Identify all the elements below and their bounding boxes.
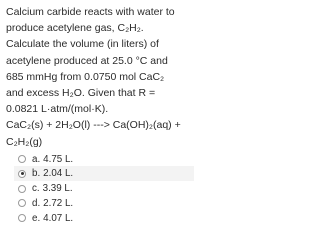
radio-button-icon[interactable] <box>18 155 26 163</box>
question-line: produce acetylene gas, C₂H₂. <box>6 22 144 35</box>
question-line: Calculate the volume (in liters) of <box>6 38 159 51</box>
question-text <box>6 4 194 150</box>
radio-button-icon[interactable] <box>18 185 26 193</box>
question-line: 685 mmHg from 0.0750 mol CaC₂ <box>6 70 165 83</box>
answer-option-b[interactable] <box>14 166 194 181</box>
radio-button-icon[interactable] <box>18 214 26 222</box>
question-line: C₂H₂(g) <box>6 135 43 148</box>
question-line: CaC₂(s) + 2H₂O(l) ---> Ca(OH)₂(aq) + <box>6 119 181 132</box>
answer-options <box>6 152 194 226</box>
answer-option-label: e. 4.07 L. <box>32 212 74 224</box>
answer-option-label: b. 2.04 L. <box>32 168 74 180</box>
answer-option-d[interactable] <box>14 196 194 211</box>
answer-option-e[interactable] <box>14 211 194 226</box>
question-line: acetylene produced at 25.0 °C and <box>6 54 168 67</box>
question-line: Calcium carbide reacts with water to <box>6 6 175 18</box>
radio-button-icon[interactable] <box>18 170 26 178</box>
radio-button-icon[interactable] <box>18 199 26 207</box>
answer-option-label: d. 2.72 L. <box>32 197 74 209</box>
answer-option-label: c. 3.39 L. <box>32 183 73 195</box>
question-line: 0.0821 L·atm/(mol·K). <box>6 103 109 116</box>
question-line: and excess H₂O. Given that R = <box>6 86 156 99</box>
answer-option-label: a. 4.75 L. <box>32 153 74 165</box>
answer-option-c[interactable] <box>14 181 194 196</box>
answer-option-a[interactable] <box>14 152 194 167</box>
